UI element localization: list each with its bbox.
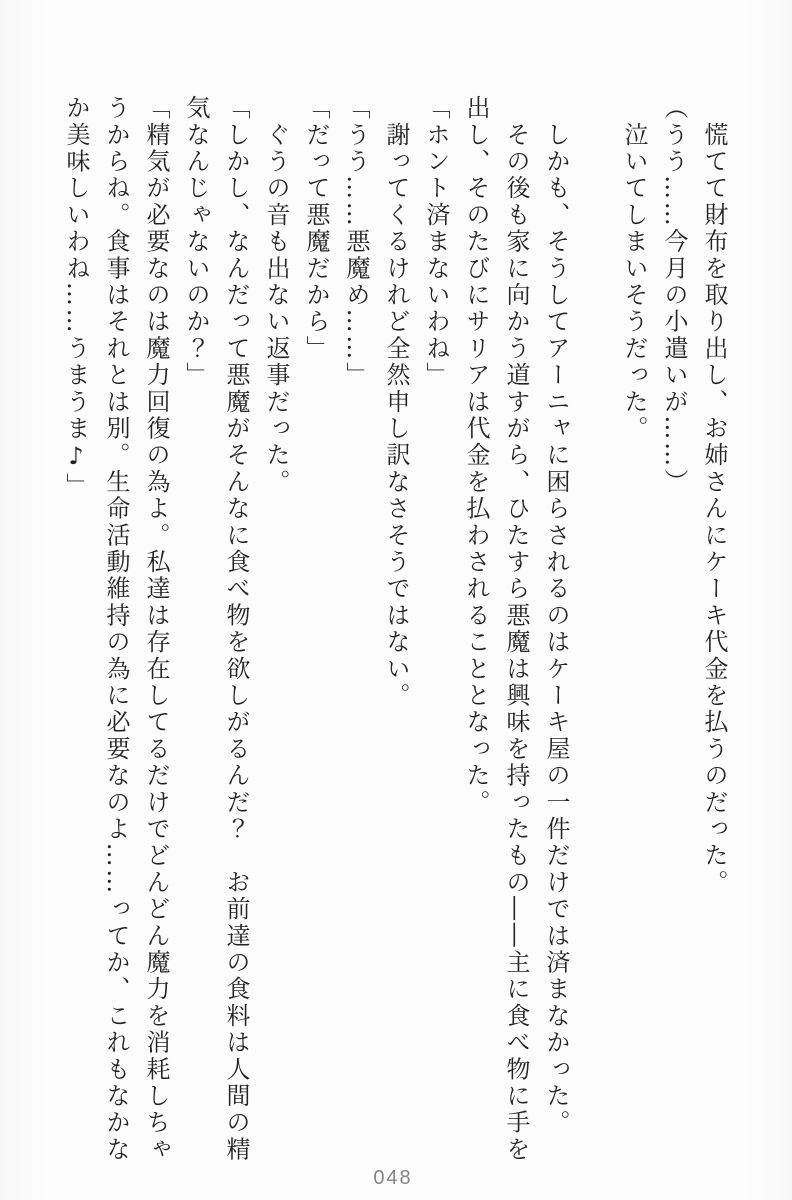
page-number: 048 [373, 1167, 413, 1189]
paragraph-11: 「しかし、なんだって悪魔がそんなに食べ物を欲しがるんだ？ お前達の食料は人間の精気なんじゃないのか？」 [182, 95, 250, 1163]
paragraph-7: 謝ってくるけれど全然申し訳なさそうではない。 [382, 95, 410, 710]
paragraph-3: 泣いてしまいそうだった。 [620, 95, 648, 443]
paragraph-10: ぐうの音も出ない返事だった。 [262, 95, 290, 496]
paragraph-4: しかも、そうしてアーニャに困らされるのはケーキ屋の一件だけでは済まなかった。 [542, 95, 570, 1137]
paragraph-2: （うう……今月の小遣いが……） [660, 95, 688, 496]
paragraph-5: その後も家に向かう道すがら、ひたすら悪魔は興味を持ったもの――主に食べ物に手を出し、そのたびにサリアは代金を払わされることとなった。 [462, 95, 530, 1163]
paragraph-8: 「うう……悪魔め……」 [342, 95, 370, 389]
page-text [56, 95, 734, 1163]
paragraph-12: 「精気が必要なのは魔力回復の為よ。私達は存在してるだけでどんどん魔力を消耗しちゃうからね。食事はそれとは別。生命活動維持の為に必要なのよ……ってか、これもなかなか美味しいわね……うまうま♪」 [62, 95, 170, 1163]
paragraph-6: 「ホント済まないわね」 [422, 95, 450, 389]
paragraph-9: 「だって悪魔だから」 [302, 95, 330, 362]
paragraph-1: 慌てて財布を取り出し、お姉さんにケーキ代金を払うのだった。 [700, 95, 728, 896]
